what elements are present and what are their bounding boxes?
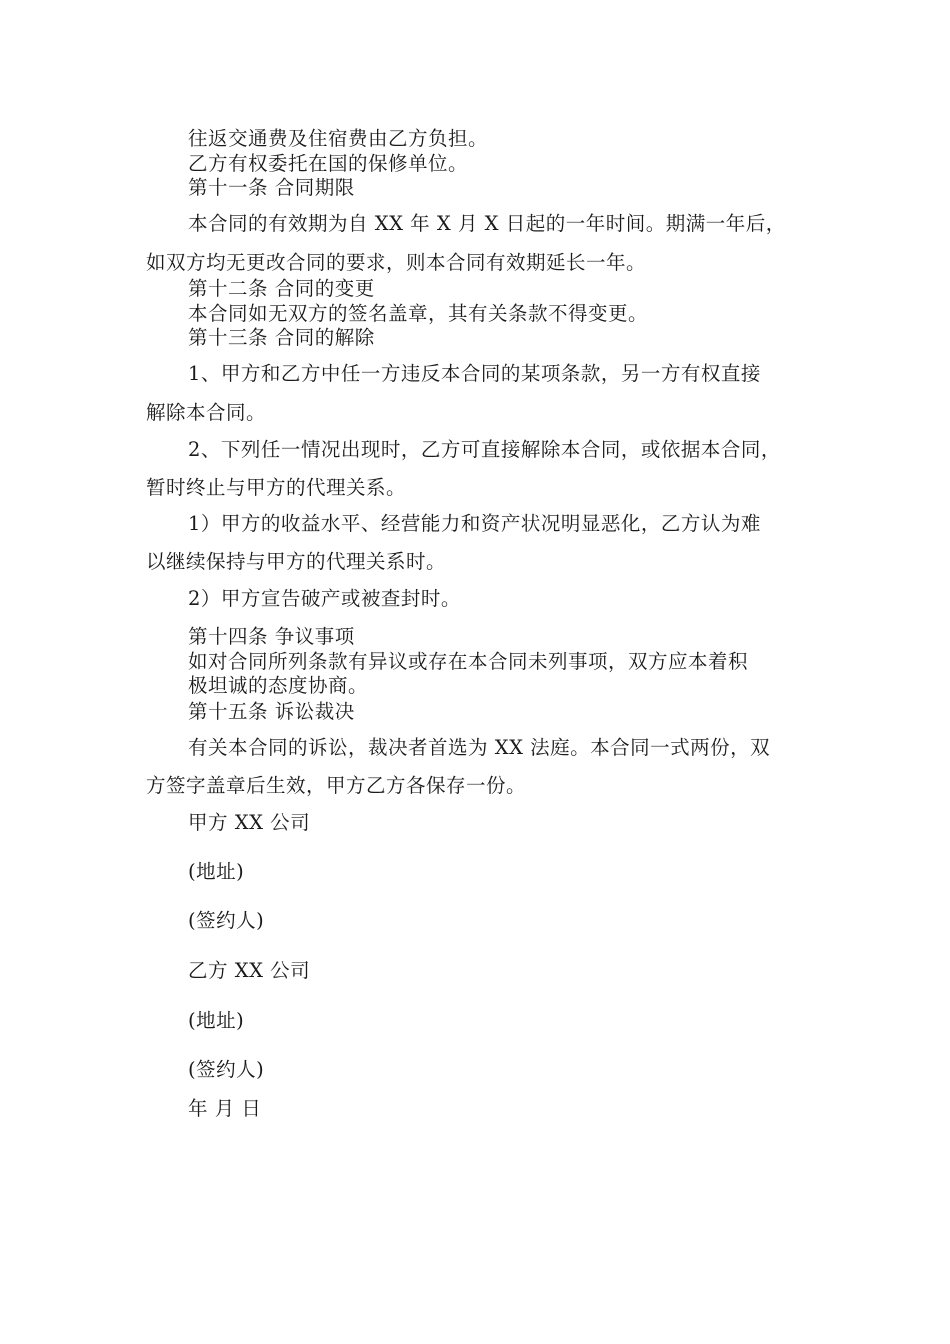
party-b-address: (地址) bbox=[188, 1009, 245, 1032]
text-line: 往返交通费及住宿费由乙方负担。 bbox=[188, 127, 489, 150]
party-b-name: 乙方 XX 公司 bbox=[188, 959, 311, 982]
text-line: 极坦诚的态度协商。 bbox=[188, 674, 369, 697]
date-line: 年 月 日 bbox=[188, 1097, 262, 1120]
text-line: 1）甲方的收益水平、经营能力和资产状况明显恶化，乙方认为难 bbox=[188, 512, 761, 535]
text-line: 本合同的有效期为自 XX 年 X 月 X 日起的一年时间。期满一年后， bbox=[188, 212, 786, 235]
text-line: 有关本合同的诉讼，裁决者首选为 XX 法庭。本合同一式两份，双 bbox=[188, 736, 771, 759]
text-line: 如双方均无更改合同的要求，则本合同有效期延长一年。 bbox=[146, 251, 647, 274]
text-line: 2）甲方宣告破产或被查封时。 bbox=[188, 587, 461, 610]
text-line: 方签字盖章后生效，甲方乙方各保存一份。 bbox=[146, 774, 527, 797]
section-heading: 第十三条 合同的解除 bbox=[188, 326, 375, 349]
section-heading: 第十四条 争议事项 bbox=[188, 625, 355, 648]
party-b-signatory: (签约人) bbox=[188, 1058, 265, 1081]
text-line: 本合同如无双方的签名盖章，其有关条款不得变更。 bbox=[188, 302, 649, 325]
party-a-address: (地址) bbox=[188, 860, 245, 883]
party-a-signatory: (签约人) bbox=[188, 909, 265, 932]
text-line: 如对合同所列条款有异议或存在本合同未列事项，双方应本着积 bbox=[188, 650, 749, 673]
text-line: 乙方有权委托在国的保修单位。 bbox=[188, 152, 469, 175]
section-heading: 第十五条 诉讼裁决 bbox=[188, 700, 355, 723]
text-line: 暂时终止与甲方的代理关系。 bbox=[146, 476, 407, 499]
text-line: 1、甲方和乙方中任一方违反本合同的某项条款，另一方有权直接 bbox=[188, 362, 761, 385]
text-line: 以继续保持与甲方的代理关系时。 bbox=[146, 550, 447, 573]
section-heading: 第十一条 合同期限 bbox=[188, 176, 355, 199]
party-a-name: 甲方 XX 公司 bbox=[188, 811, 311, 834]
text-line: 解除本合同。 bbox=[146, 401, 267, 424]
text-line: 2、下列任一情况出现时，乙方可直接解除本合同，或依据本合同， bbox=[188, 438, 781, 461]
section-heading: 第十二条 合同的变更 bbox=[188, 277, 375, 300]
